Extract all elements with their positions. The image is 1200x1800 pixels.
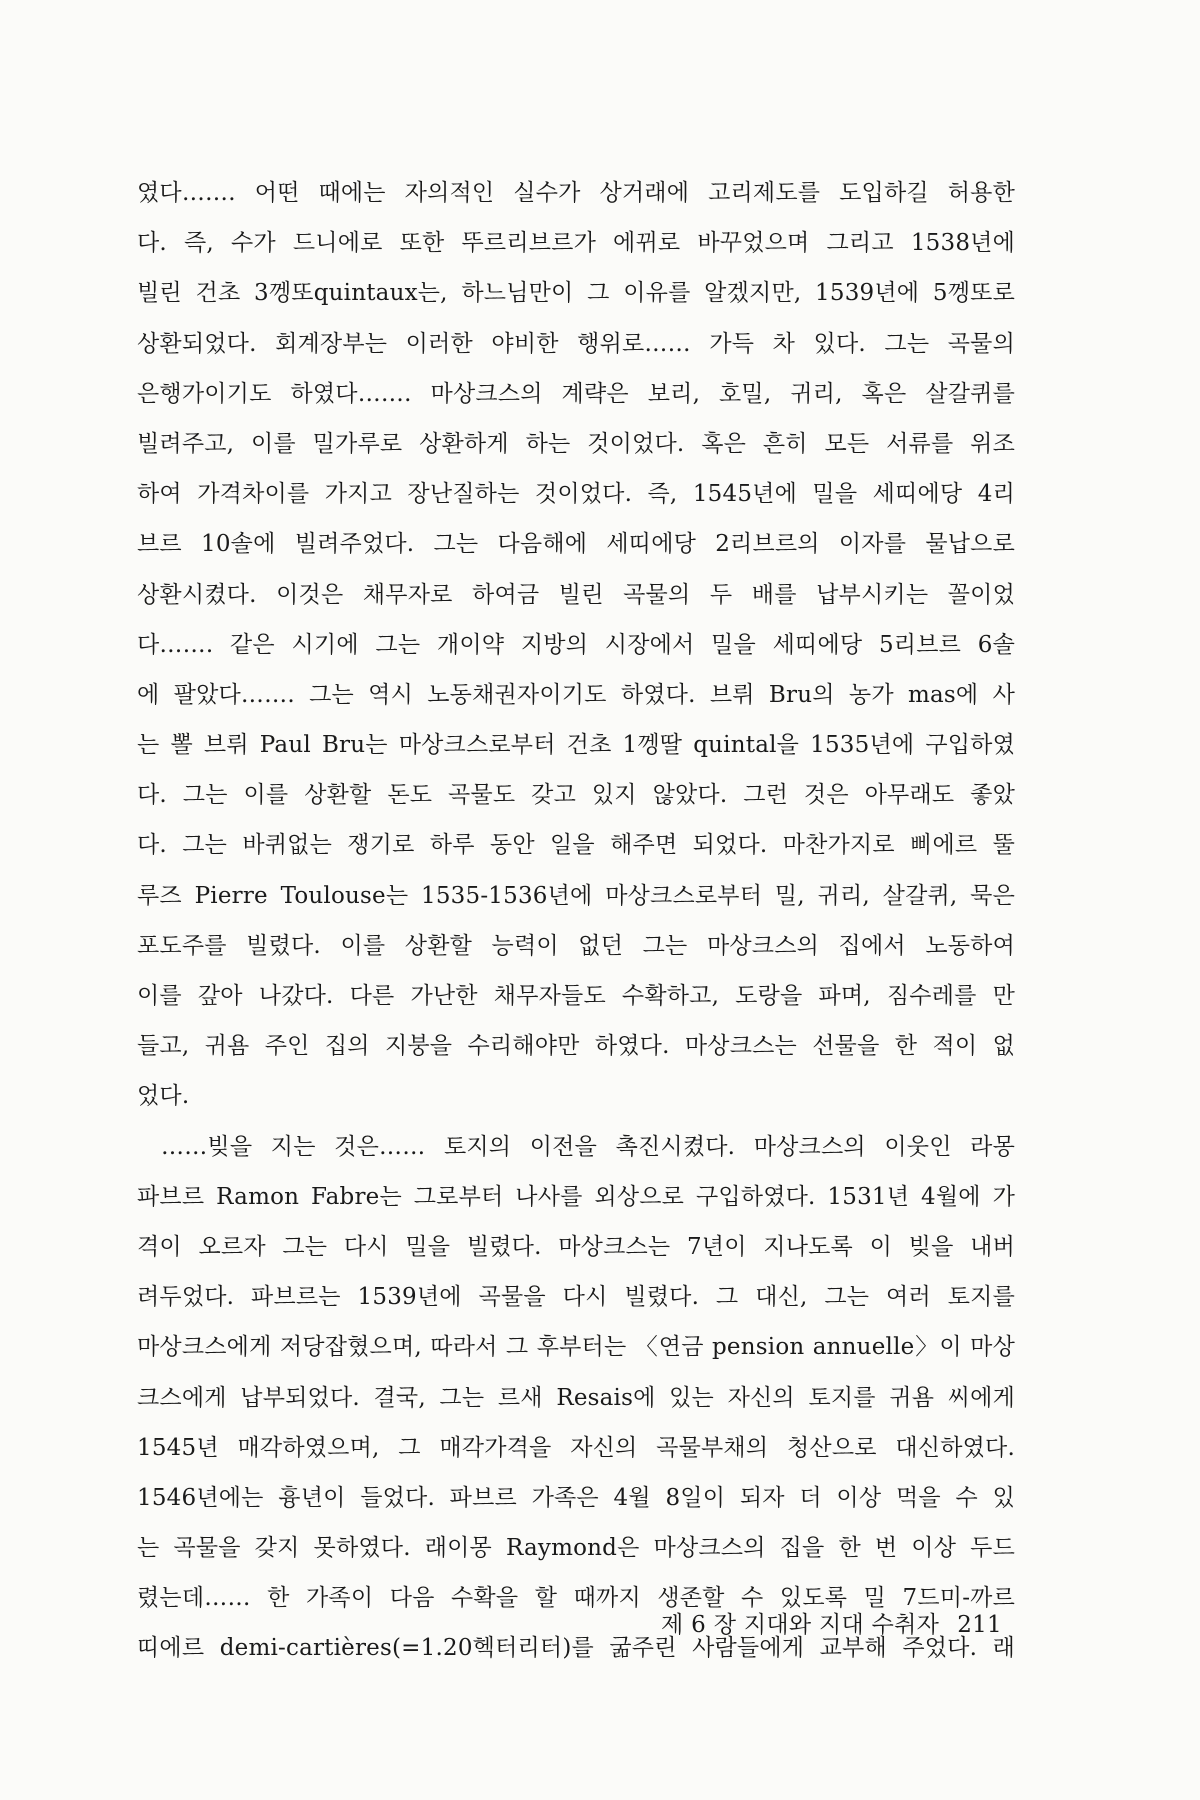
text-line: 포도주를 빌렸다. 이를 상환할 능력이 없던 그는 마상크스의 집에서 노동하여 [137,932,1015,959]
text-line: 상환되었다. 회계장부는 이러한 야비한 행위로…… 가득 차 있다. 그는 곡물의 [137,330,1015,357]
text-line: 다. 그는 이를 상환할 돈도 곡물도 갖고 있지 않았다. 그런 것은 아무래도 좋았 [137,782,1015,809]
text-line: 는 곡물을 갖지 못하였다. 래이몽 Raymond은 마상크스의 집을 한 번 이상 두드 [137,1535,1015,1562]
text-line: 다……. 같은 시기에 그는 개이약 지방의 시장에서 밀을 세띠에당 5리브르 6솔 [137,631,1015,658]
text-line: 마상크스에게 저당잡혔으며, 따라서 그 후부터는 〈연금 pension annuelle〉이 마상 [137,1334,1015,1361]
paragraph-start-line: ……빚을 지는 것은…… 토지의 이전을 촉진시켰다. 마상크스의 이웃인 라몽 [161,1133,1015,1160]
body-text [137,168,1015,1674]
text-line: 하여 가격차이를 가지고 장난질하는 것이었다. 즉, 1545년에 밀을 세띠에당 4리 [137,481,1015,508]
text-line: 는 뽈 브뤼 Paul Bru는 마상크스로부터 건초 1껭딸 quintal을 1535년에 구입하였 [137,732,1015,759]
page-number: 211 [957,1612,1002,1638]
text-line: 었다. [137,1083,190,1110]
page-footer [0,1606,1002,1639]
text-line: 렸는데…… 한 가족이 다음 수확을 할 때까지 생존할 수 있도록 밀 7드미-까르 [137,1585,1015,1612]
text-line: 루즈 Pierre Toulouse는 1535-1536년에 마상크스로부터 밀, 귀리, 살갈퀴, 묵은 [137,882,1015,909]
text-line: 다. 그는 바퀴없는 쟁기로 하루 동안 일을 해주면 되었다. 마찬가지로 삐에르 뚤 [137,832,1015,859]
text-line: 빌려주고, 이를 밀가루로 상환하게 하는 것이었다. 혹은 흔히 모든 서류를 위조 [137,430,1015,457]
text-line: 크스에게 납부되었다. 결국, 그는 르새 Resais에 있는 자신의 토지를 귀욤 씨에게 [137,1384,1015,1411]
text-line: 였다……. 어떤 때에는 자의적인 실수가 상거래에 고리제도를 도입하길 허용한 [137,180,1015,206]
text-line: 려두었다. 파브르는 1539년에 곡물을 다시 빌렸다. 그 대신, 그는 여러 토지를 [137,1284,1015,1311]
text-line: 들고, 귀욤 주인 집의 지붕을 수리해야만 하였다. 마상크스는 선물을 한 적이 없 [137,1033,1015,1060]
text-line: 띠에르 demi-cartières(=1.20헥터리터)를 굶주린 사람들에게 교부해 주었다. 래 [137,1635,1015,1662]
running-footer-chapter: 제 6 장 지대와 지대 수취자 [661,1612,940,1638]
text-line: 1546년에는 흉년이 들었다. 파브르 가족은 4월 8일이 되자 더 이상 먹을 수 있 [137,1484,1015,1511]
text-line: 브르 10솔에 빌려주었다. 그는 다음해에 세띠에당 2리브르의 이자를 물납으로 [137,531,1015,558]
text-line: 에 팔았다……. 그는 역시 노동채권자이기도 하였다. 브뤼 Bru의 농가 mas에 사 [137,681,1015,708]
text-line: 은행가이기도 하였다……. 마상크스의 계략은 보리, 호밀, 귀리, 혹은 살갈퀴를 [137,380,1015,407]
text-line: 이를 갚아 나갔다. 다른 가난한 채무자들도 수확하고, 도랑을 파며, 짐수레를 만 [137,983,1015,1009]
text-line: 1545년 매각하였으며, 그 매각가격을 자신의 곡물부채의 청산으로 대신하였다. [137,1434,1015,1461]
text-line: 다. 즉, 수가 드니에로 또한 뚜르리브르가 에뀌로 바꾸었으며 그리고 1538년에 [137,230,1015,257]
text-line: 빌린 건초 3껭또quintaux는, 하느님만이 그 이유를 알겠지만, 1539년에 5껭또로 [137,280,1015,307]
text-line: 격이 오르자 그는 다시 밀을 빌렸다. 마상크스는 7년이 지나도록 이 빚을 내버 [137,1233,1015,1260]
text-line: 상환시켰다. 이것은 채무자로 하여금 빌린 곡물의 두 배를 납부시키는 꼴이었 [137,581,1015,608]
text-line: 파브르 Ramon Fabre는 그로부터 나사를 외상으로 구입하였다. 1531년 4월에 가 [137,1183,1015,1210]
